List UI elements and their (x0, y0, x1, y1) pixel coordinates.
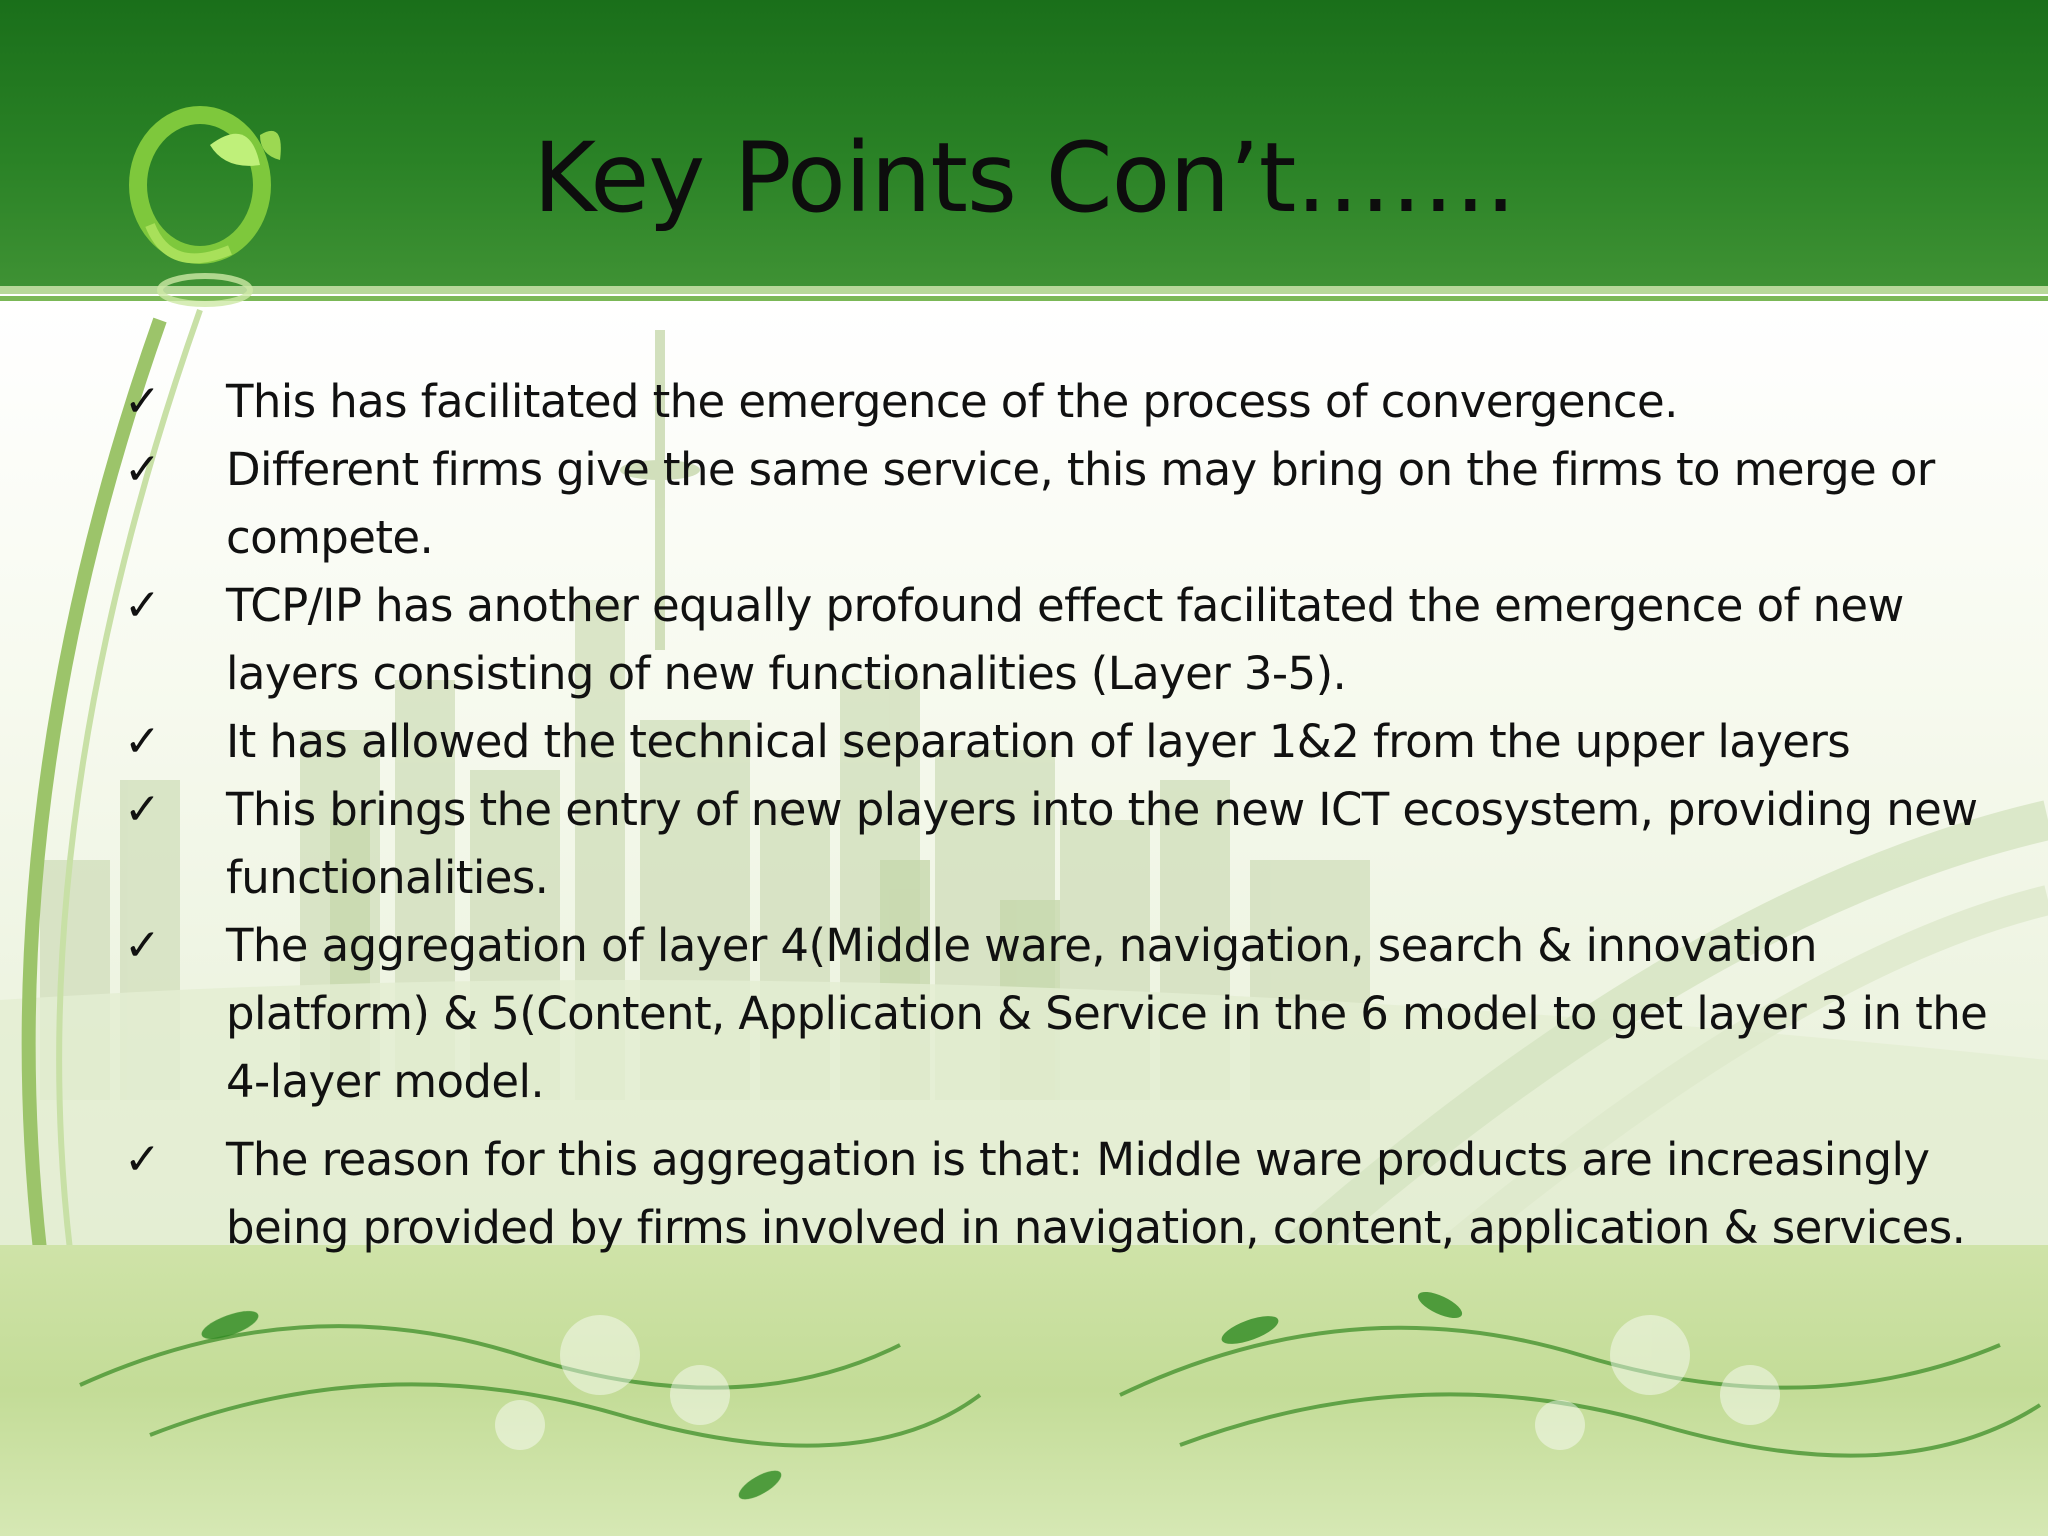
list-item (118, 572, 1998, 708)
list-item (118, 776, 1998, 912)
bullet-text: It has allowed the technical separation of layer 1&2 from the upper layers (226, 715, 1851, 768)
bullet-text: This has facilitated the emergence of the process of convergence. (226, 375, 1678, 428)
bullet-text: TCP/IP has another equally profound effect facilitated the emergence of new layers consisting of new functionalities (Layer 3-5). (226, 579, 1904, 700)
checkmark-icon: ✓ (124, 580, 161, 631)
bullet-text: The aggregation of layer 4(Middle ware, navigation, search & innovation platform) & 5(Content, Application & Service in the 6 model to get layer 3 in the 4-layer model. (226, 919, 1988, 1108)
checkmark-icon: ✓ (124, 444, 161, 495)
header-divider-accent (0, 296, 2048, 301)
list-item (118, 912, 1998, 1116)
bullet-text: This brings the entry of new players into the new ICT ecosystem, providing new functionalities. (226, 783, 1978, 904)
list-item (118, 1126, 1998, 1262)
slide-title: Key Points Con’t……. (533, 122, 1515, 234)
checkmark-icon: ✓ (124, 920, 161, 971)
list-item (118, 708, 1998, 776)
checkmark-icon: ✓ (124, 1134, 161, 1185)
list-item (118, 436, 1998, 572)
bullet-text: Different firms give the same service, this may bring on the firms to merge or compete. (226, 443, 1935, 564)
list-item (118, 368, 1998, 436)
header-divider (0, 286, 2048, 294)
checkmark-icon: ✓ (124, 716, 161, 767)
bullet-list (118, 368, 1998, 1262)
bullet-text: The reason for this aggregation is that: Middle ware products are increasingly being provided by firms involved in navigation, content, application & services. (226, 1133, 1966, 1254)
checkmark-icon: ✓ (124, 376, 161, 427)
footer-swirl-decoration (0, 1245, 2048, 1536)
checkmark-icon: ✓ (124, 784, 161, 835)
